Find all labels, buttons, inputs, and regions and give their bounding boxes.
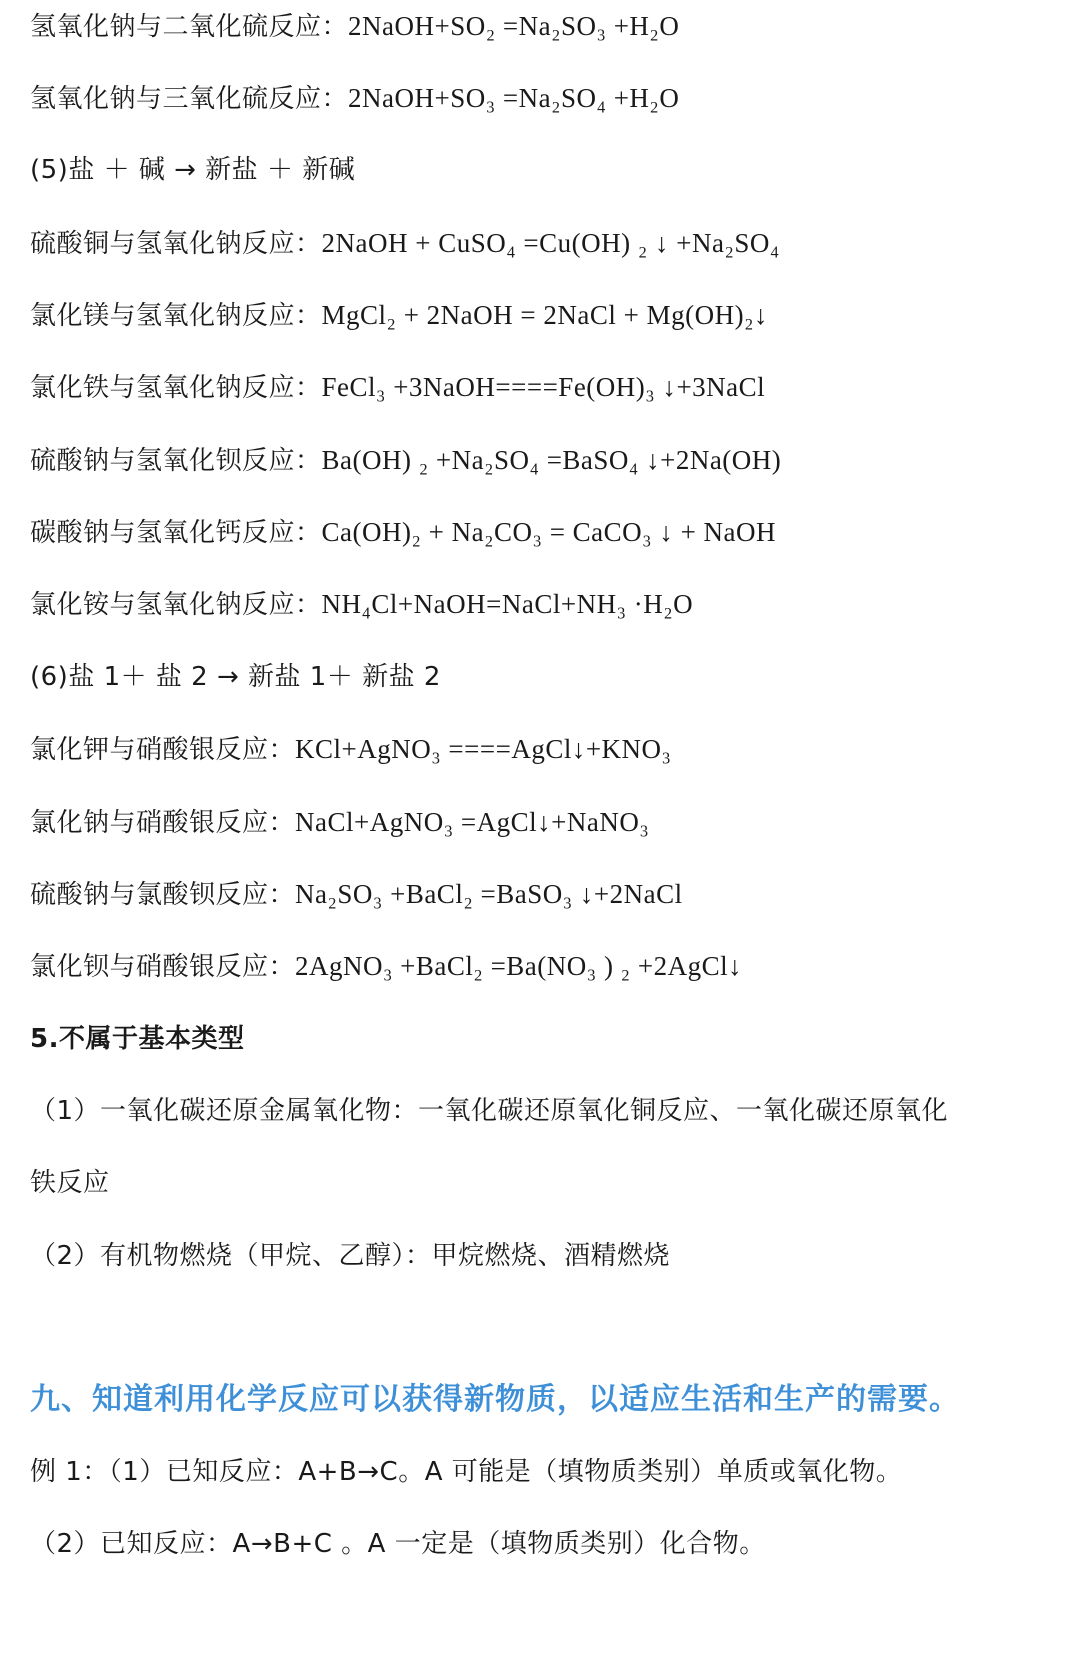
reaction-label: 硫酸钠与氯酸钡反应： bbox=[30, 880, 296, 910]
reaction-equation: FeCl₃ +3NaOH====Fe(OH)₃ ↓+3NaCl bbox=[321, 372, 766, 402]
reaction-label: 氯化铵与氢氧化钠反应： bbox=[30, 590, 322, 620]
example-line: 例 1：（1）已知反应：A+B→C。A 可能是（填物质类别）单质或氧化物。 bbox=[30, 1457, 903, 1487]
reaction-label: 硫酸钠与氢氧化钡反应： bbox=[30, 446, 322, 476]
reaction-label: 氯化钾与硝酸银反应： bbox=[30, 735, 296, 765]
reaction-equation: 2NaOH + CuSO₄ =Cu(OH) ₂ ↓ +Na₂SO₄ bbox=[321, 228, 780, 258]
reaction-line bbox=[30, 367, 1060, 408]
reaction-equation: 2AgNO₃ +BaCl₂ =Ba(NO₃ ) ₂ +2AgCl↓ bbox=[295, 951, 743, 981]
reaction-equation: 2NaOH+SO₂ =Na₂SO₃ +H₂O bbox=[348, 11, 680, 41]
example-line: （2）已知反应：A→B+C 。A 一定是（填物质类别）化合物。 bbox=[30, 1529, 766, 1559]
reaction-line bbox=[30, 295, 1060, 336]
reaction-equation: MgCl₂ + 2NaOH = 2NaCl + Mg(OH)₂↓ bbox=[321, 300, 768, 330]
reaction-label: 硫酸铜与氢氧化钠反应： bbox=[30, 229, 322, 259]
reaction-line bbox=[30, 223, 1060, 264]
reaction-line bbox=[30, 78, 1060, 119]
reaction-label: 碳酸钠与氢氧化钙反应： bbox=[30, 518, 322, 548]
reaction-type-heading: (6)盐 1＋ 盐 2 → 新盐 1＋ 新盐 2 bbox=[30, 662, 441, 692]
paragraph-line: 铁反应 bbox=[30, 1168, 110, 1198]
reaction-line bbox=[30, 440, 1060, 481]
section-heading: 九、知道利用化学反应可以获得新物质，以适应生活和生产的需要。 bbox=[30, 1382, 960, 1417]
reaction-label: 氢氧化钠与三氧化硫反应： bbox=[30, 84, 349, 114]
reaction-label: 氯化铁与氢氧化钠反应： bbox=[30, 373, 322, 403]
reaction-line bbox=[30, 946, 1060, 987]
reaction-line bbox=[30, 6, 1060, 47]
reaction-line bbox=[30, 874, 1060, 915]
reaction-type-heading: (5)盐 ＋ 碱 → 新盐 ＋ 新碱 bbox=[30, 155, 356, 185]
reaction-line bbox=[30, 512, 1060, 553]
paragraph-line: （1）一氧化碳还原金属氧化物：一氧化碳还原氧化铜反应、一氧化碳还原氧化 bbox=[30, 1096, 949, 1126]
reaction-equation: NaCl+AgNO₃ =AgCl↓+NaNO₃ bbox=[295, 807, 650, 837]
reaction-line bbox=[30, 729, 1060, 770]
reaction-line bbox=[30, 802, 1060, 843]
reaction-label: 氢氧化钠与二氧化硫反应： bbox=[30, 12, 349, 42]
reaction-equation: Ba(OH) ₂ +Na₂SO₄ =BaSO₄ ↓+2Na(OH) bbox=[321, 445, 782, 475]
section-title: 5.不属于基本类型 bbox=[30, 1024, 245, 1054]
reaction-equation: Na₂SO₃ +BaCl₂ =BaSO₃ ↓+2NaCl bbox=[295, 879, 683, 909]
reaction-equation: NH₄Cl+NaOH=NaCl+NH₃ ·H₂O bbox=[321, 589, 694, 619]
reaction-line bbox=[30, 584, 1060, 625]
reaction-label: 氯化钡与硝酸银反应： bbox=[30, 952, 296, 982]
reaction-equation: 2NaOH+SO₃ =Na₂SO₄ +H₂O bbox=[348, 83, 680, 113]
reaction-equation: Ca(OH)₂ + Na₂CO₃ = CaCO₃ ↓ + NaOH bbox=[321, 517, 777, 547]
reaction-equation: KCl+AgNO₃ ====AgCl↓+KNO₃ bbox=[295, 734, 672, 764]
paragraph-line: （2）有机物燃烧（甲烷、乙醇）：甲烷燃烧、酒精燃烧 bbox=[30, 1241, 671, 1271]
reaction-label: 氯化钠与硝酸银反应： bbox=[30, 808, 296, 838]
reaction-label: 氯化镁与氢氧化钠反应： bbox=[30, 301, 322, 331]
